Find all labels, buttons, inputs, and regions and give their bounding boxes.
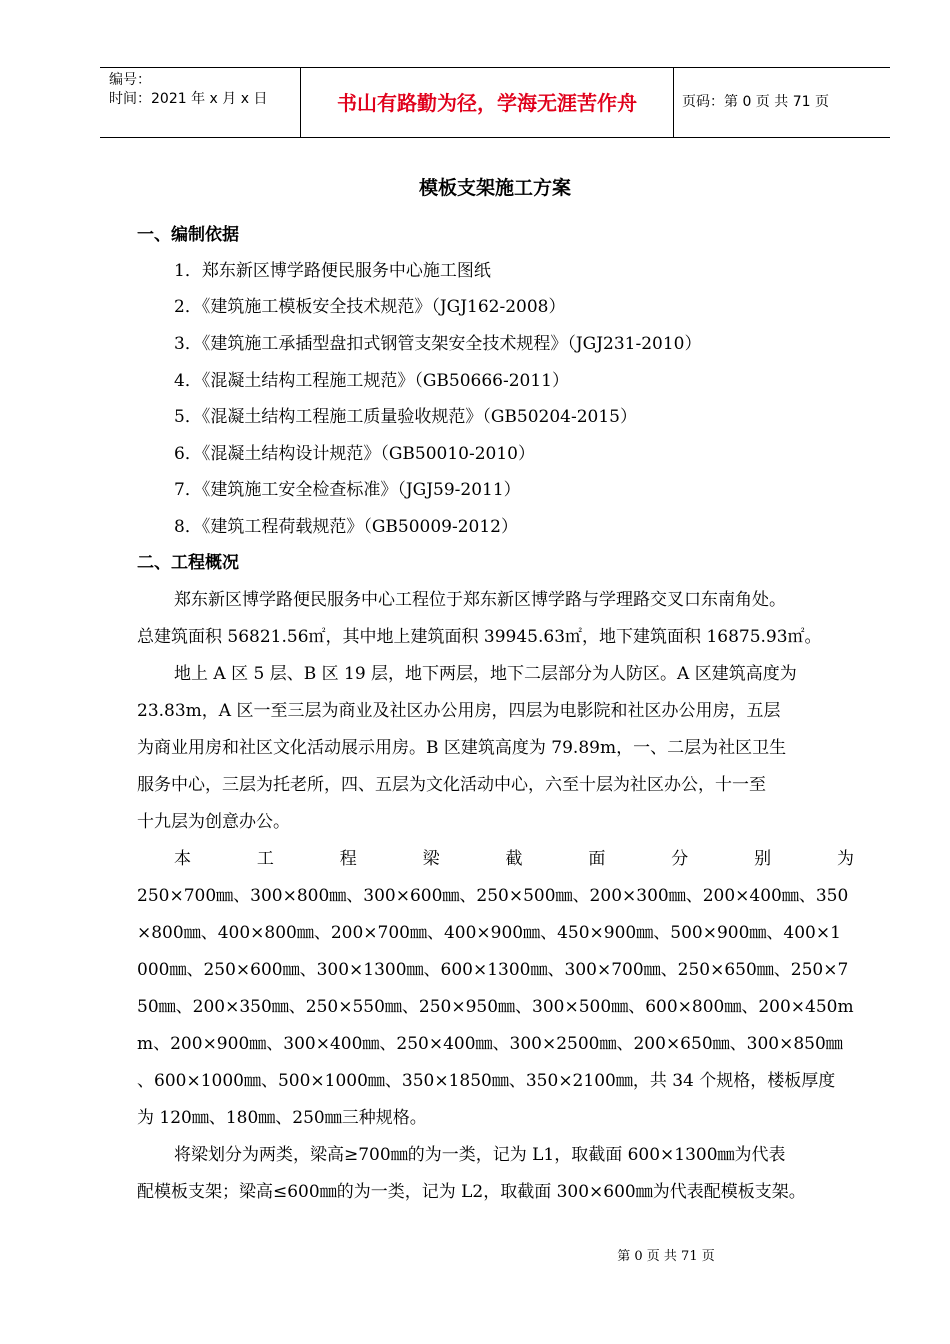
paragraph-line: 、600×1000㎜、500×1000㎜、350×1850㎜、350×2100㎜，共 34 个规格，楼板厚度	[137, 1071, 836, 1091]
justified-char: 面	[588, 849, 606, 869]
paragraph-line: ×800㎜、400×800㎜、200×700㎜、400×900㎜、450×900㎜、500×900㎜、400×1	[137, 923, 841, 943]
reference-item: 3．《建筑施工承插型盘扣式钢管支架安全技术规程》（JGJ231-2010）	[174, 334, 702, 354]
paragraph-line: 服务中心，三层为托老所，四、五层为文化活动中心，六至十层为社区办公，十一至	[137, 775, 766, 795]
justified-char: 分	[671, 849, 689, 869]
justified-char: 梁	[422, 849, 440, 869]
page-header	[100, 67, 890, 138]
justified-char: 为	[837, 849, 854, 869]
header-motto-cell	[301, 68, 674, 137]
justified-char: 截	[505, 849, 523, 869]
reference-item: 4．《混凝土结构工程施工规范》（GB50666-2011）	[174, 371, 569, 391]
document-time: 时间：2021 年 x 月 x 日	[109, 91, 268, 107]
header-page-cell	[674, 68, 890, 137]
paragraph-line: 为 120㎜、180㎜、250㎜三种规格。	[137, 1108, 427, 1128]
paragraph-line: 50㎜、200×350㎜、250×550㎜、250×950㎜、300×500㎜、600×800㎜、200×450m	[137, 997, 854, 1017]
reference-item: 2．《建筑施工模板安全技术规范》（JGJ162-2008）	[174, 297, 566, 317]
header-meta-cell	[100, 68, 301, 137]
reference-item: 7．《建筑施工安全检查标准》（JGJ59-2011）	[174, 480, 521, 500]
section-heading-basis: 一、编制依据	[137, 225, 239, 245]
page-footer: 第 0 页 共 71 页	[617, 1249, 715, 1264]
justified-paragraph-line	[174, 849, 854, 869]
section-heading-overview: 二、工程概况	[137, 553, 239, 573]
paragraph-line: 23.83m，A 区一至三层为商业及社区办公用房，四层为电影院和社区办公用房，五层	[137, 701, 781, 721]
paragraph-line: 地上 A 区 5 层、B 区 19 层，地下两层，地下二层部分为人防区。A 区建筑高度为	[174, 664, 797, 684]
paragraph-line: 总建筑面积 56821.56㎡，其中地上建筑面积 39945.63㎡，地下建筑面积 16875.93㎡。	[137, 627, 822, 647]
paragraph-line: 配模板支架；梁高≤600㎜的为一类，记为 L2，取截面 300×600㎜为代表配模板支架。	[137, 1182, 806, 1202]
header-motto: 书山有路勤为径，学海无涯苦作舟	[337, 91, 637, 115]
paragraph-line: 为商业用房和社区文化活动展示用房。B 区建筑高度为 79.89m，一、二层为社区卫生	[137, 738, 787, 758]
document-title: 模板支架施工方案	[418, 177, 571, 199]
document-number-label: 编号：	[109, 72, 151, 88]
paragraph-line: 十九层为创意办公。	[137, 812, 290, 832]
header-page-info: 页码：第 0 页 共 71 页	[682, 94, 829, 110]
reference-item: 6．《混凝土结构设计规范》（GB50010-2010）	[174, 444, 535, 464]
justified-char: 别	[754, 849, 772, 869]
reference-item: 8．《建筑工程荷载规范》（GB50009-2012）	[174, 517, 518, 537]
justified-char: 工	[256, 849, 274, 869]
paragraph-line: 将梁划分为两类，梁高≥700㎜的为一类，记为 L1，取截面 600×1300㎜为代表	[174, 1145, 786, 1165]
paragraph-line: 000㎜、250×600㎜、300×1300㎜、600×1300㎜、300×700㎜、250×650㎜、250×7	[137, 960, 849, 980]
paragraph-line: m、200×900㎜、300×400㎜、250×400㎜、300×2500㎜、200×650㎜、300×850㎜	[137, 1034, 843, 1054]
reference-item: 1．郑东新区博学路便民服务中心施工图纸	[174, 261, 491, 281]
justified-char: 本	[174, 849, 191, 869]
reference-item: 5．《混凝土结构工程施工质量验收规范》（GB50204-2015）	[174, 407, 637, 427]
paragraph-line: 250×700㎜、300×800㎜、300×600㎜、250×500㎜、200×300㎜、200×400㎜、350	[137, 886, 849, 906]
justified-char: 程	[339, 849, 357, 869]
paragraph-line: 郑东新区博学路便民服务中心工程位于郑东新区博学路与学理路交叉口东南角处。	[174, 590, 786, 610]
